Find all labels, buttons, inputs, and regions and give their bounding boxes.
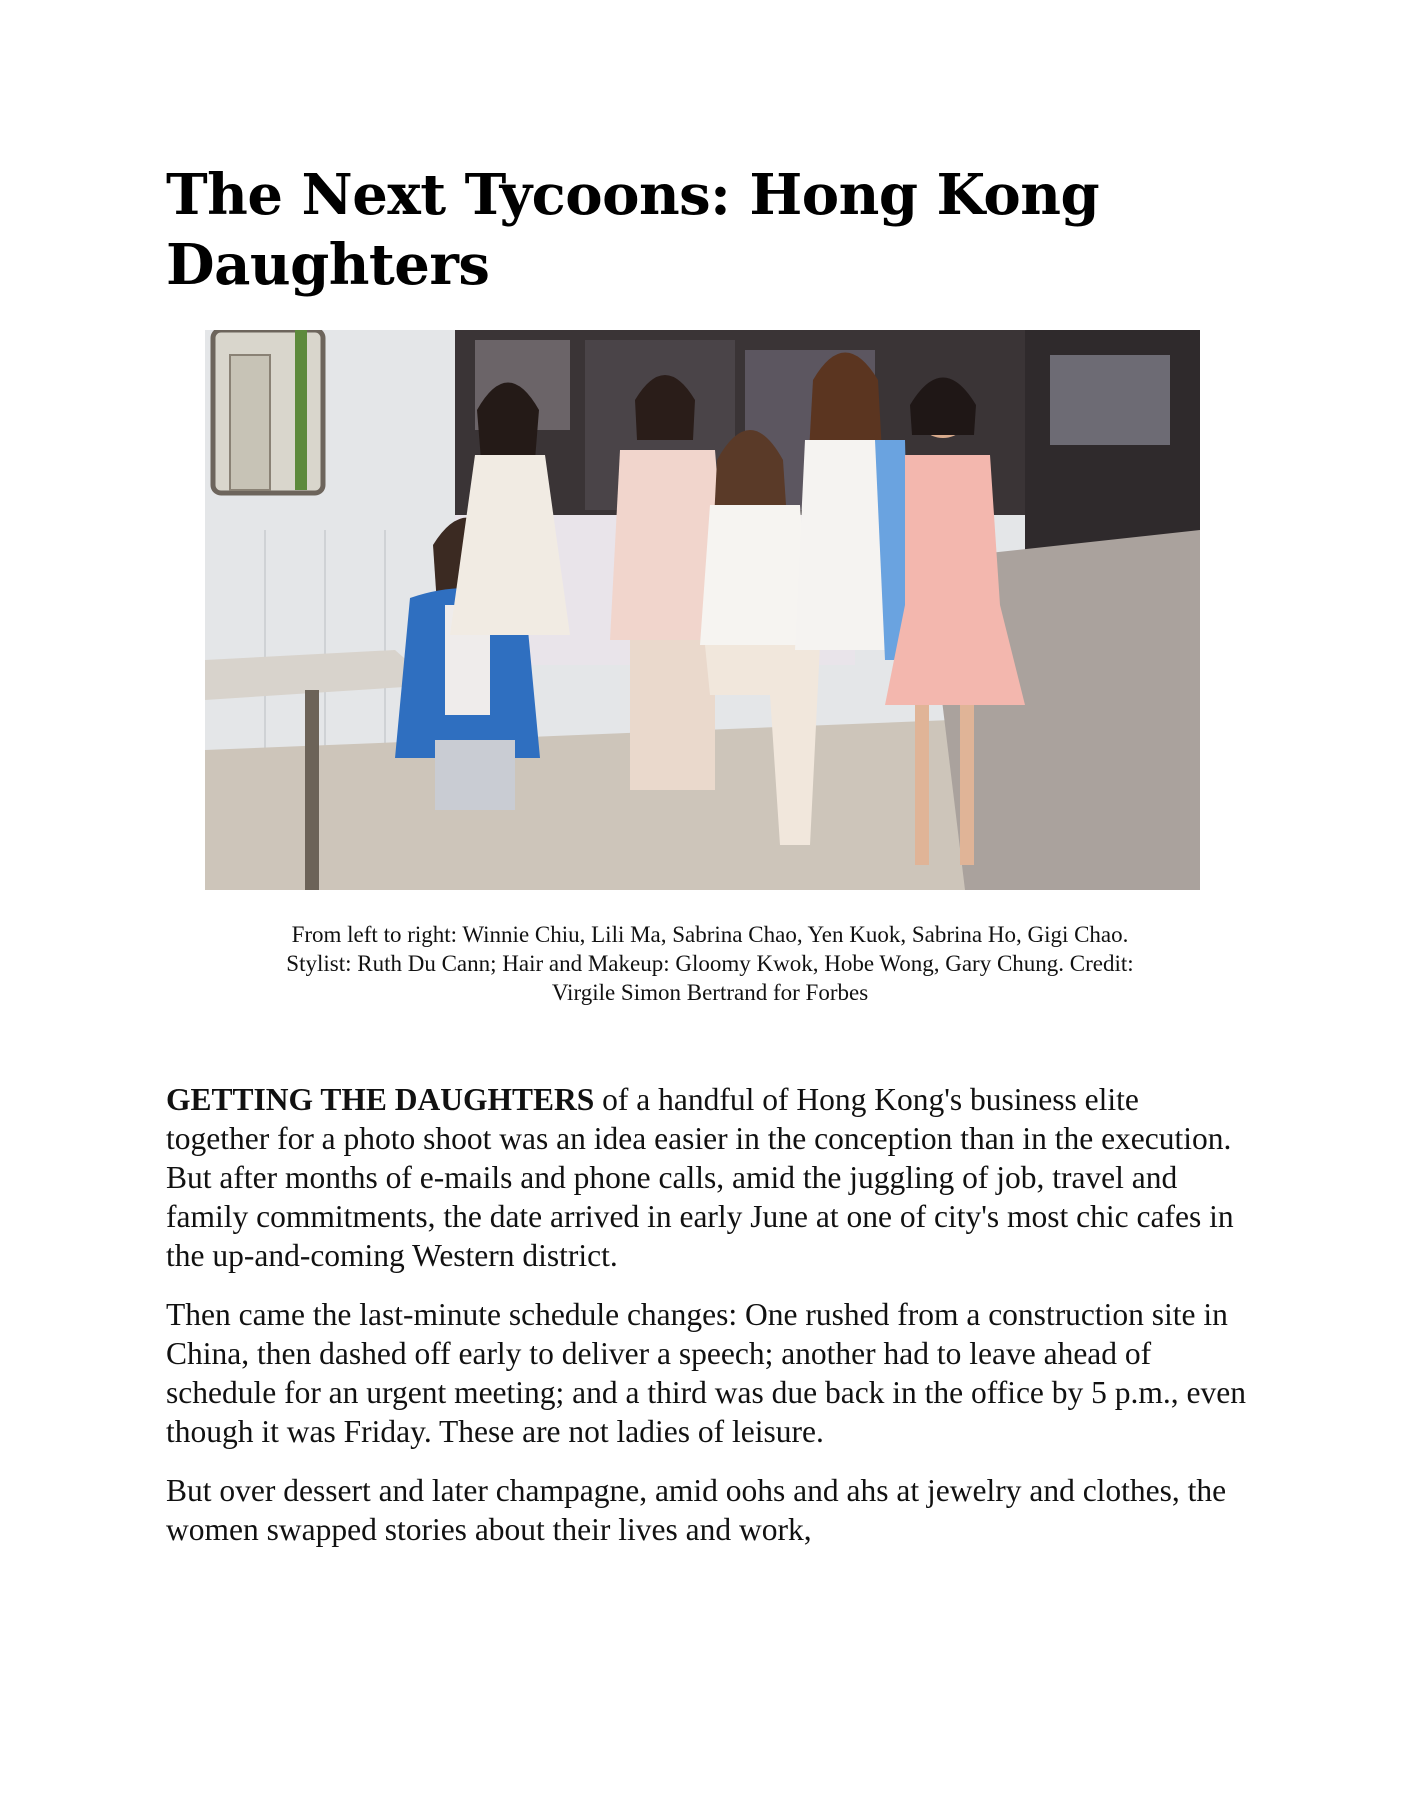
caption-line: From left to right: Winnie Chiu, Lili Ma, Sabrina Chao, Yen Kuok, Sabrina Ho, Gigi Chao. <box>291 922 1129 947</box>
caption-line: Virgile Simon Bertrand for Forbes <box>551 980 869 1005</box>
article-photo <box>205 330 1200 890</box>
paragraph-text: Then came the last-minute schedule changes: One rushed from a construction site in China, then dashed off early to deliver a speech; another had to leave ahead of schedule for an urgent meeting; and a third was due back in the office by 5 p.m., even though it was Friday. These are not ladies of leisure. <box>166 1297 1246 1449</box>
article-body <box>166 1080 1246 1569</box>
lead-in: GETTING THE DAUGHTERS <box>166 1082 595 1117</box>
photo-illustration <box>205 330 1200 890</box>
photo-caption <box>180 920 1240 1007</box>
caption-line: Stylist: Ruth Du Cann; Hair and Makeup: Gloomy Kwok, Hobe Wong, Gary Chung. Credit: <box>286 951 1134 976</box>
paragraph <box>166 1295 1246 1451</box>
article-title: The Next Tycoons: Hong Kong Daughters <box>166 162 1100 298</box>
paragraph-text: But over dessert and later champagne, amid oohs and ahs at jewelry and clothes, the women swapped stories about their lives and work, <box>166 1473 1227 1547</box>
paragraph <box>166 1471 1246 1549</box>
paragraph-text: of a handful of Hong Kong's business elite together for a photo shoot was an idea easier in the conception than in the execution. But after months of e-mails and phone calls, amid the juggling of job, travel and family commitments, the date arrived in early June at one of city's most chic cafes in the up-and-coming Western district. <box>166 1082 1234 1273</box>
paragraph <box>166 1080 1246 1275</box>
